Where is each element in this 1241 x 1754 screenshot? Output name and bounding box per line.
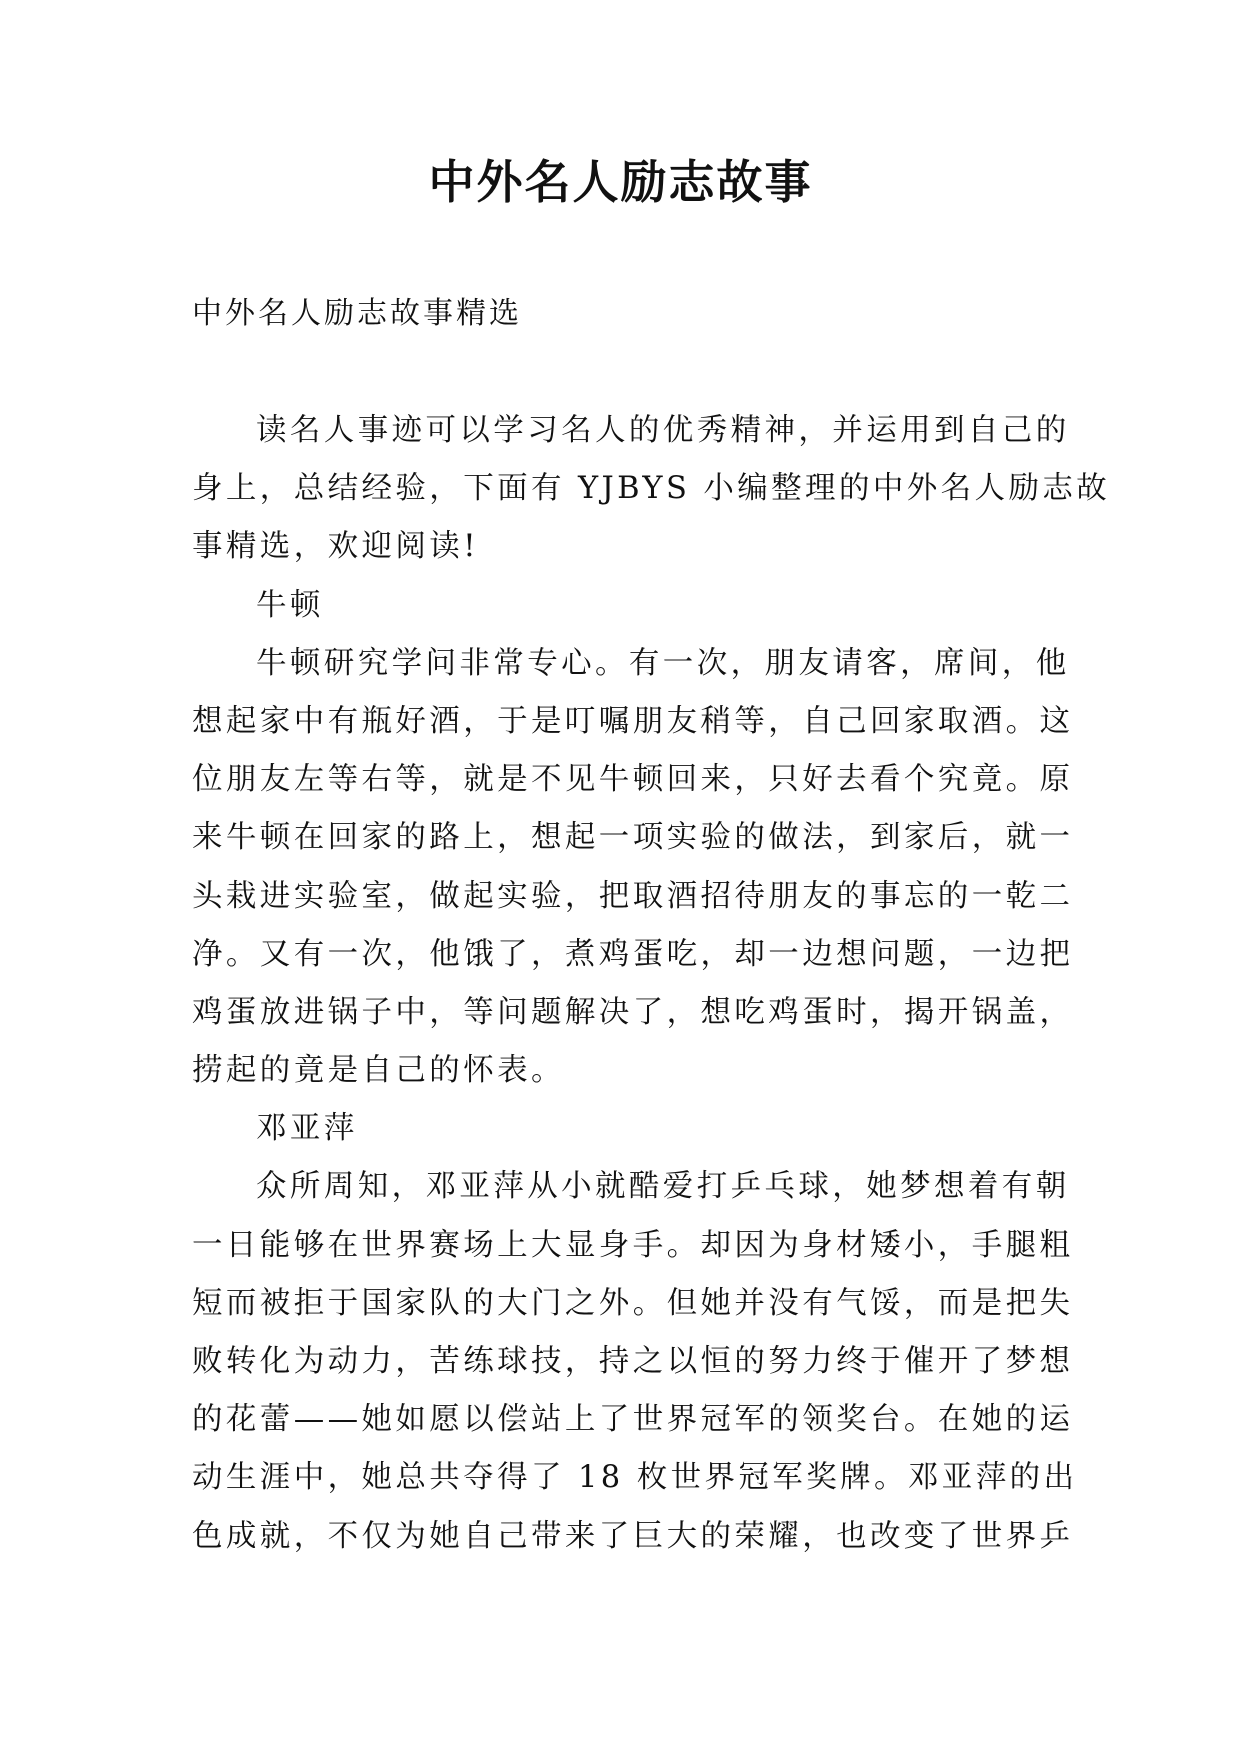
text-line: 败转化为动力，苦练球技，持之以恒的努力终于催开了梦想 (192, 1344, 1074, 1379)
text-line: 事精选，欢迎阅读! (192, 529, 479, 565)
document-body (192, 402, 1111, 1566)
text-line: 众所周知，邓亚萍从小就酷爱打乒乓球，她梦想着有朝 (256, 1169, 1070, 1205)
text-line: 来牛顿在回家的路上，想起一项实验的做法，到家后，就一 (192, 820, 1074, 856)
text-line: 头栽进实验室，做起实验，把取酒招待朋友的事忘的一乾二 (192, 878, 1074, 914)
text-line: 鸡蛋放进锅子中，等问题解决了，想吃鸡蛋时，揭开锅盖， (192, 994, 1074, 1030)
text-line: 读名人事迹可以学习名人的优秀精神，并运用到自己的 (256, 413, 1070, 448)
text-line: 净。又有一次，他饿了，煮鸡蛋吃，却一边想问题，一边把 (192, 936, 1074, 972)
section-heading-newton: 牛顿 (256, 587, 324, 623)
text-line: 牛顿研究学问非常专心。有一次，朋友请客，席间，他 (256, 645, 1070, 681)
text-line: 短而被拒于国家队的大门之外。但她并没有气馁，而是把失 (192, 1285, 1074, 1321)
document-subtitle: 中外名人励志故事精选 (192, 296, 522, 331)
text-line: 动生涯中，她总共夺得了 18 枚世界冠军奖牌。邓亚萍的出 (192, 1460, 1078, 1496)
section-heading-deng-yaping: 邓亚萍 (256, 1111, 358, 1147)
text-line: 捞起的竟是自己的怀表。 (192, 1053, 565, 1089)
text-line: 想起家中有瓶好酒，于是叮嘱朋友稍等，自己回家取酒。这 (192, 703, 1074, 739)
text-line: 色成就，不仅为她自己带来了巨大的荣耀，也改变了世界乒 (192, 1518, 1074, 1554)
text-line: 的花蕾——她如愿以偿站上了世界冠军的领奖台。在她的运 (192, 1402, 1074, 1438)
document-title: 中外名人励志故事 (428, 155, 813, 209)
text-line: 位朋友左等右等，就是不见牛顿回来，只好去看个究竟。原 (192, 762, 1074, 798)
text-line: 一日能够在世界赛场上大显身手。却因为身材矮小，手腿粗 (192, 1227, 1074, 1263)
text-line: 身上，总结经验，下面有 YJBYS 小编整理的中外名人励志故 (192, 471, 1111, 507)
